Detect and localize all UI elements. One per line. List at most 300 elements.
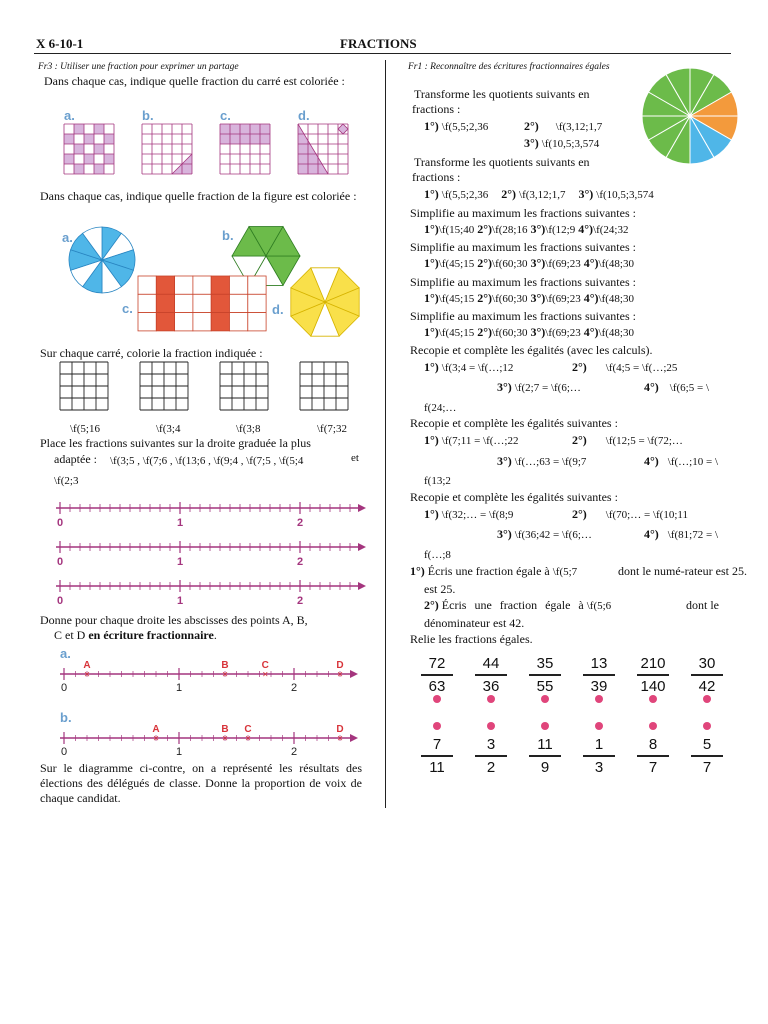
grid-cell-filled (240, 124, 250, 134)
numerator: 210 (640, 655, 666, 672)
tick-label: 1 (175, 682, 183, 694)
rect-cell (193, 294, 211, 312)
arrow-head (358, 504, 366, 512)
question-figures: Dans chaque cas, indique quelle fraction de la figure est coloriée : (40, 189, 357, 203)
r2-row2b (644, 454, 718, 470)
frac: \f(45;15 (438, 293, 475, 305)
tick-label: 1 (176, 517, 184, 529)
num: 3°) (530, 291, 546, 305)
num: 1°) (424, 256, 439, 270)
grid-cell-filled (260, 124, 270, 134)
tick-label: 2 (296, 595, 304, 607)
num: 2°) (477, 256, 493, 270)
tick-label: 2 (296, 517, 304, 529)
r3-wrap: f(…;8 (424, 549, 451, 561)
point-cross: × (337, 669, 343, 681)
recopie-3: Recopie et complète les égalités suivantes : (410, 490, 618, 504)
frac: \f(60;30 (492, 293, 528, 305)
tick-label: 0 (56, 595, 64, 607)
r1-row1b (572, 360, 677, 376)
point-label: C (244, 724, 252, 735)
question-abscisses-bold: en écriture fractionnaire (88, 628, 214, 642)
numerator: 3 (486, 736, 496, 753)
transforme-1: Transforme les quotients suivants en fractions : (412, 87, 590, 116)
frac: \f(48;30 (598, 293, 634, 305)
denominator: 2 (486, 759, 496, 776)
frac: \f(48;30 (598, 327, 634, 339)
simplifie-2: Simplifie au maximum les fractions suivantes : (410, 240, 636, 254)
tq1-row2 (524, 136, 599, 152)
point-label: A (83, 660, 91, 671)
point-cross: × (245, 733, 251, 745)
relie-fraction (525, 655, 565, 695)
ecris-2 (424, 598, 611, 614)
arrow-head (350, 670, 358, 678)
figure-label-b: b. (222, 228, 234, 243)
number-lines (56, 498, 370, 618)
denominator: 36 (482, 678, 500, 695)
tick-label: 2 (290, 746, 298, 758)
figure-label-d: d. (272, 302, 284, 317)
s2-row-b (424, 291, 634, 307)
fraction-grids (62, 124, 372, 176)
rect-cell (138, 313, 156, 331)
grid-cell-filled (250, 134, 260, 144)
arrow-head (350, 734, 358, 742)
grid-cell-filled (260, 134, 270, 144)
fraction-bar (691, 755, 723, 757)
tick-label: 1 (176, 595, 184, 607)
grid-cell-filled (84, 154, 94, 164)
connect-dot[interactable] (433, 695, 441, 703)
frac: \f(12;5 = \f(72;… (605, 435, 683, 447)
grid-cell-filled (64, 134, 74, 144)
frac: \f(12;9 (545, 224, 576, 236)
frac: \f(69;23 (545, 327, 581, 339)
question-abscisses-2 (54, 628, 217, 643)
point-label: B (221, 660, 229, 671)
relie-fraction (525, 736, 565, 776)
num: 3°) (497, 380, 512, 394)
denominator: 3 (594, 759, 604, 776)
grid-label-b: b. (142, 108, 154, 123)
num: 4°) (583, 291, 599, 305)
r1-wrap: f(24;… (424, 402, 457, 414)
relie-top-fractions (417, 655, 737, 713)
recopie-calc: Recopie et complète les égalités (avec les calculs). (410, 343, 653, 357)
r1-row1 (424, 360, 513, 376)
rect-cell (193, 276, 211, 294)
question-color-squares: Sur chaque carré, colorie la fraction indiquée : (40, 346, 263, 360)
grid-cell-filled (84, 134, 94, 144)
numerator: 13 (590, 655, 608, 672)
num: 3°) (530, 325, 546, 339)
rect-cell (175, 294, 193, 312)
grid-cell-filled (74, 124, 84, 134)
frac: \f(45;15 (438, 258, 475, 270)
tick-label: 0 (60, 746, 68, 758)
transforme-2: Transforme les quotients suivants en fractions : (412, 155, 590, 184)
num: 1°) (424, 119, 439, 133)
connect-dot[interactable] (487, 695, 495, 703)
numerator: 30 (698, 655, 716, 672)
question-diagram: Sur le diagramme ci-contre, on a représenté les résultats des élections des délégués de classe. Donne la proportion de voix de chaque candidat. (40, 761, 362, 805)
s1-row (424, 222, 629, 238)
denominator: 11 (429, 759, 445, 776)
num: 1°) (424, 433, 439, 447)
question-squares: Dans chaque cas, indique quelle fraction du carré est coloriée : (44, 74, 345, 88)
grid-cell-filled (104, 154, 114, 164)
grid-cell-filled (94, 124, 104, 134)
frac: \f(32;… = \f(8;9 (441, 509, 514, 521)
simplifie-3: Simplifie au maximum les fractions suivantes : (410, 275, 636, 289)
point-line-1 (60, 660, 358, 694)
r3-row2b (644, 527, 718, 543)
point-label: D (336, 660, 344, 671)
connect-dot[interactable] (541, 722, 549, 730)
section-title-fr3: Fr3 : Utiliser une fraction pour exprimer un partage (38, 62, 239, 72)
fraction-bar (583, 674, 615, 676)
section-title-fr1: Fr1 : Reconnaître des écritures fractionnaires égales (408, 62, 610, 72)
num: 4°) (644, 527, 659, 541)
number-line-1 (56, 502, 366, 529)
rect-cell (175, 313, 193, 331)
grid-cell-filled (94, 144, 104, 154)
point-label: A (152, 724, 160, 735)
point-cross: × (262, 669, 269, 681)
grid-cell-filled (250, 124, 260, 134)
tick-label: 1 (176, 556, 184, 568)
num: 2°) (477, 291, 493, 305)
numerator: 1 (594, 736, 604, 753)
frac: \f(81;72 = \ (667, 529, 718, 541)
frac: \f(5;7 (552, 566, 578, 578)
frac: \f(5,5;2,36 (441, 189, 489, 201)
fraction-bar (421, 674, 453, 676)
point-cross: × (222, 733, 228, 745)
blank-grid-2 (220, 362, 268, 410)
figure-label-a: a. (62, 230, 73, 245)
num: 1°) (424, 507, 439, 521)
ecris-1-cont: est 25. (424, 582, 456, 596)
recopie-2: Recopie et complète les égalités suivantes : (410, 416, 618, 430)
grid-diamond (338, 124, 348, 134)
rect-cell (230, 294, 248, 312)
question-abscisses-dot: . (213, 628, 217, 642)
num: 1°) (424, 325, 439, 339)
grid-cell-filled (230, 134, 240, 144)
grid-cell-filled (230, 124, 240, 134)
denominator: 42 (698, 678, 716, 695)
number-line-3 (56, 580, 366, 607)
rect-cell (175, 276, 193, 294)
num: 2°) (477, 325, 493, 339)
header-rule (34, 53, 731, 54)
point-label: D (336, 724, 344, 735)
simplifie-4: Simplifie au maximum les fractions suivantes : (410, 309, 636, 323)
denominator: 9 (540, 759, 550, 776)
fraction-bar (583, 755, 615, 757)
point-line-2 (60, 724, 358, 758)
frac: \f(24;32 (593, 224, 629, 236)
relie-fraction (471, 655, 511, 695)
connect-dot[interactable] (649, 722, 657, 730)
square-frac-3: \f(3;8 (236, 423, 261, 435)
numerator: 35 (536, 655, 554, 672)
frac: \f(7;11 = \f(…;22 (441, 435, 519, 447)
num: 2°) (572, 507, 587, 521)
frac: \f(3,12;1,7 (519, 189, 566, 201)
r2-row2 (497, 454, 586, 470)
r1-row2b (644, 380, 709, 396)
frac: \f(…;63 = \f(9;7 (514, 456, 587, 468)
grid-1 (142, 124, 192, 174)
grid-cell-filled (74, 144, 84, 154)
relie-fraction (471, 736, 511, 776)
num: 2°) (477, 222, 493, 236)
fraction-bar (475, 674, 507, 676)
num: 2°) (424, 598, 439, 612)
r2-row1b (572, 433, 683, 449)
grid-cell-filled (64, 154, 74, 164)
s2-row-a (424, 256, 634, 272)
connect-dot[interactable] (595, 695, 603, 703)
num: 3°) (497, 454, 512, 468)
ecris-2-end: dont le (686, 598, 719, 612)
frac: \f(60;30 (492, 327, 528, 339)
blank-grids (58, 362, 363, 412)
fraction-bar (475, 755, 507, 757)
fraction-bar (637, 674, 669, 676)
ecris-2-cont: dénominateur est 42. (424, 616, 525, 630)
relie-bottom-fractions (417, 722, 737, 780)
rect-cell (138, 276, 156, 294)
grid-cell-filled (240, 134, 250, 144)
numerator: 5 (702, 736, 712, 753)
rect-cell (211, 313, 229, 331)
doc-title: FRACTIONS (340, 36, 417, 51)
num: 2°) (572, 360, 587, 374)
fraction-figures (40, 220, 370, 348)
numerator: 7 (432, 736, 442, 753)
point-cross: × (84, 669, 90, 681)
point-line-label-b: b. (60, 710, 72, 725)
relie-fraction (633, 736, 673, 776)
rect-cell (230, 276, 248, 294)
frac: \f(2;7 = \f(6;… (514, 382, 581, 394)
r2-wrap: f(13;2 (424, 475, 451, 487)
tick-label: 0 (56, 517, 64, 529)
frac: \f(5,5;2,36 (441, 121, 489, 133)
frac: \f(48;30 (598, 258, 634, 270)
tick-label: 0 (56, 556, 64, 568)
r3-row2 (497, 527, 592, 543)
num: 4°) (644, 380, 659, 394)
rect-cell (248, 294, 266, 312)
num: 4°) (644, 454, 659, 468)
tq1-row1 (424, 119, 488, 135)
grid-label-c: c. (220, 108, 231, 123)
relie-fraction (579, 655, 619, 695)
frac: \f(10,5;3,574 (596, 189, 654, 201)
rect-cell (156, 294, 174, 312)
tick-label: 2 (290, 682, 298, 694)
frac: \f(36;42 = \f(6;… (514, 529, 592, 541)
question-numberline-adaptee: adaptée : (54, 452, 97, 466)
relie-fraction (417, 655, 457, 695)
grid-label-d: d. (298, 108, 310, 123)
frac: \f(3;4 = \f(…;12 (441, 362, 514, 374)
num: 1°) (424, 187, 439, 201)
point-cross: × (222, 669, 228, 681)
grid-cell-filled (74, 164, 84, 174)
num: 2°) (572, 433, 587, 447)
num: 1°) (424, 360, 439, 374)
rect-cell (211, 276, 229, 294)
num: 4°) (583, 325, 599, 339)
r3-row1b (572, 507, 688, 523)
doc-ref: X 6-10-1 (36, 36, 84, 51)
grid-cell-filled (94, 164, 104, 174)
frac: \f(4;5 = \f(…;25 (605, 362, 678, 374)
grid-0 (64, 124, 114, 174)
square-frac-4: \f(7;32 (317, 423, 347, 435)
connect-dot[interactable] (703, 695, 711, 703)
point-cross: × (337, 733, 343, 745)
ecris-1 (410, 564, 577, 580)
numerator: 8 (648, 736, 658, 753)
blank-grid-3 (300, 362, 348, 410)
question-numberline-et: et (351, 452, 359, 464)
r3-row1 (424, 507, 513, 523)
question-numberline-fracs: \f(3;5 , \f(7;6 , \f(13;6 , \f(9;4 , \f(7;5 , \f(5;4 (110, 455, 304, 467)
num: 4°) (583, 256, 599, 270)
question-numberline-last: \f(2;3 (54, 475, 79, 487)
figure-label-c: c. (122, 301, 133, 316)
denominator: 140 (640, 678, 666, 695)
point-label: C (261, 660, 269, 671)
ecris-2-text: Écris une fraction égale à (441, 598, 584, 612)
fraction-bar (691, 674, 723, 676)
denominator: 55 (536, 678, 554, 695)
point-label: B (221, 724, 229, 735)
election-pie-chart (640, 66, 740, 166)
relie-fraction (687, 736, 727, 776)
tick-label: 1 (175, 746, 183, 758)
frac: \f(5;6 (586, 600, 612, 612)
num: 1°) (424, 222, 439, 236)
connect-dot[interactable] (433, 722, 441, 730)
grid-label-a: a. (64, 108, 75, 123)
square-frac-2: \f(3;4 (156, 423, 181, 435)
ecris-1-text: Écris une fraction égale à (427, 564, 550, 578)
simplifie-1: Simplifie au maximum les fractions suivantes : (410, 206, 636, 220)
column-divider (385, 60, 386, 808)
relie-fraction (417, 736, 457, 776)
grid-cell-filled (220, 124, 230, 134)
grid-cell-filled (104, 134, 114, 144)
connect-dot[interactable] (649, 695, 657, 703)
rect-cell (248, 276, 266, 294)
rect-cell (230, 313, 248, 331)
question-numberline-1: Place les fractions suivantes sur la droite graduée la plus (40, 436, 311, 450)
rect-cell (156, 313, 174, 331)
frac: \f(6;5 = \ (669, 382, 709, 394)
frac: \f(69;23 (545, 293, 581, 305)
numerator: 72 (428, 655, 446, 672)
question-abscisses-start: C et D (54, 628, 86, 642)
frac: \f(15;40 (438, 224, 475, 236)
frac: \f(45;15 (438, 327, 475, 339)
rect-cell (156, 276, 174, 294)
relie-title: Relie les fractions égales. (410, 632, 533, 646)
connect-dot[interactable] (541, 695, 549, 703)
frac: \f(69;23 (545, 258, 581, 270)
num: 3°) (578, 187, 594, 201)
num: 3°) (497, 527, 512, 541)
square-frac-1: \f(5;16 (70, 423, 100, 435)
connect-dot[interactable] (595, 722, 603, 730)
rect-cell (248, 313, 266, 331)
rect-cell (193, 313, 211, 331)
connect-dot[interactable] (703, 722, 711, 730)
arrow-head (358, 582, 366, 590)
frac: \f(60;30 (492, 258, 528, 270)
rect-cell (138, 294, 156, 312)
arrow-head (358, 543, 366, 551)
tick-label: 0 (60, 682, 68, 694)
frac: \f(3,12;1,7 (555, 121, 603, 133)
frac: \f(10,5;3,574 (541, 138, 600, 150)
fraction-bar (529, 755, 561, 757)
relie-fraction (633, 655, 673, 695)
num: 1°) (410, 564, 425, 578)
num: 3°) (530, 256, 546, 270)
blank-grid-0 (60, 362, 108, 410)
relie-fraction (687, 655, 727, 695)
tq1-row1b (524, 119, 602, 135)
frac: \f(28;16 (492, 224, 528, 236)
number-line-2 (56, 541, 366, 568)
r2-row1 (424, 433, 518, 449)
fraction-bar (421, 755, 453, 757)
num: 2°) (501, 187, 517, 201)
denominator: 39 (590, 678, 608, 695)
point-number-lines (60, 652, 366, 762)
tq2-row (424, 187, 654, 203)
denominator: 63 (428, 678, 446, 695)
blank-grid-1 (140, 362, 188, 410)
question-abscisses-1: Donne pour chaque droite les abscisses des points A, B, (40, 613, 308, 627)
grid-2 (220, 124, 270, 174)
s2-row-c (424, 325, 634, 341)
num: 3°) (524, 136, 539, 150)
grid-cell-filled (220, 134, 230, 144)
numerator: 11 (537, 736, 553, 753)
fraction-bar (637, 755, 669, 757)
numerator: 44 (482, 655, 500, 672)
r1-row2 (497, 380, 581, 396)
grid-3 (298, 124, 348, 174)
num: 4°) (578, 222, 594, 236)
relie-fraction (579, 736, 619, 776)
point-cross: × (153, 733, 159, 745)
denominator: 7 (648, 759, 658, 776)
rect-cell (211, 294, 229, 312)
connect-dot[interactable] (487, 722, 495, 730)
frac: \f(…;10 = \ (667, 456, 718, 468)
ecris-1-end: dont le numé-rateur est 25. (618, 564, 747, 578)
